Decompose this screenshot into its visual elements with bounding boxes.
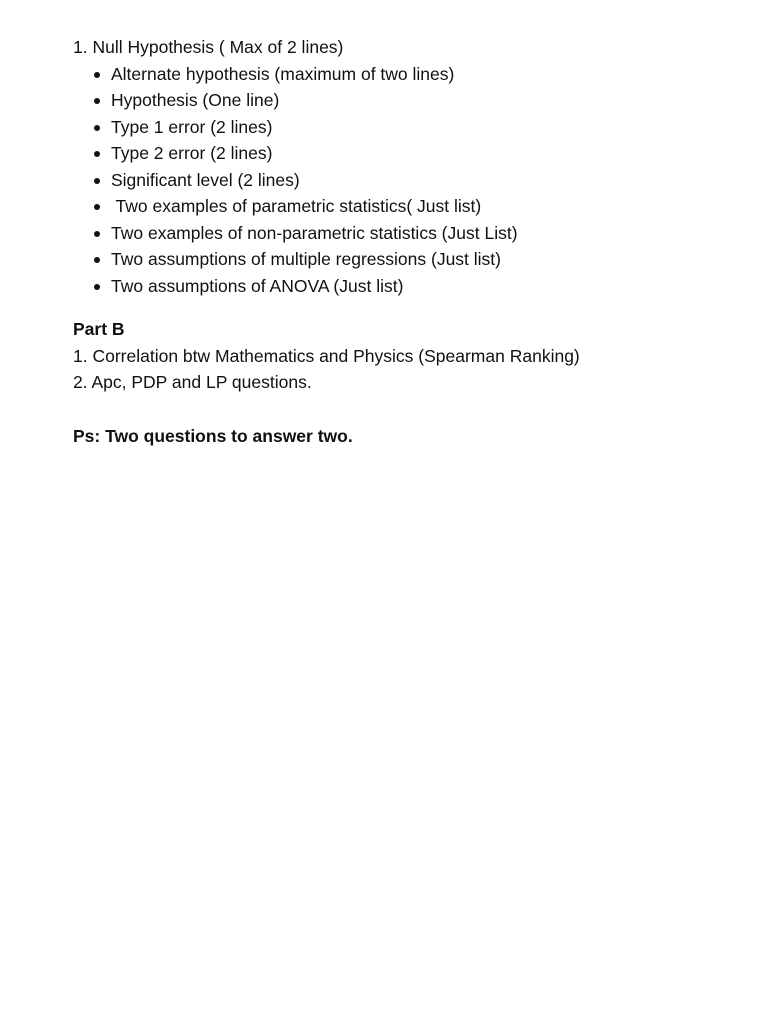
list-item: Type 2 error (2 lines)	[73, 140, 713, 167]
list-item: Two examples of parametric statistics( Just list)	[73, 193, 713, 220]
list-item: Two assumptions of multiple regressions (Just list)	[73, 246, 713, 273]
list-item: Two examples of non-parametric statistics (Just List)	[73, 220, 713, 247]
list-item: Two assumptions of ANOVA (Just list)	[73, 273, 713, 300]
list-item: Alternate hypothesis (maximum of two lines)	[73, 61, 713, 88]
footnote: Ps: Two questions to answer two.	[73, 425, 353, 446]
list-item: Type 1 error (2 lines)	[73, 114, 713, 141]
list-item: Hypothesis (One line)	[73, 87, 713, 114]
bullet-list-part-a-continued	[73, 220, 713, 300]
intro-item: 1. Null Hypothesis ( Max of 2 lines)	[73, 37, 344, 57]
part-b-heading: Part B	[73, 319, 125, 339]
part-b-item: 2. Apc, PDP and LP questions.	[73, 372, 312, 392]
list-item: Significant level (2 lines)	[73, 167, 713, 194]
document-content	[73, 34, 713, 449]
part-b-item: 1. Correlation btw Mathematics and Physics (Spearman Ranking)	[73, 345, 580, 366]
bullet-list-part-a	[73, 61, 713, 220]
